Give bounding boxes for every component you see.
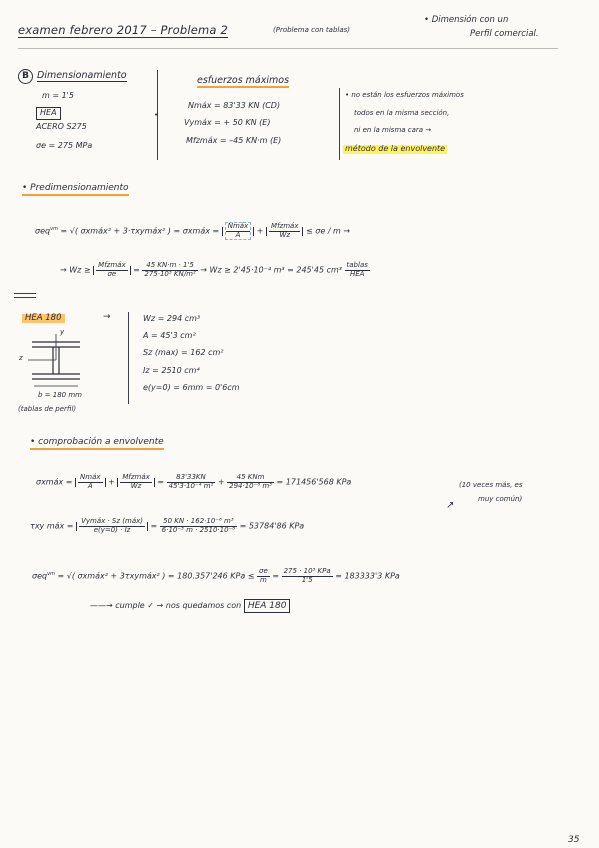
prop-iz: Iz = 2510 cm⁴ (143, 366, 200, 375)
topic-line-2: Perfil comercial. (470, 29, 539, 39)
efforts-heading: esfuerzos máximos (197, 76, 289, 88)
note-arrow-icon: ↗ (446, 500, 455, 511)
prop-a: A = 45'3 cm² (143, 331, 196, 340)
check-eq-vm: σeq$^{vm}$ = √( σxmáx² + 3τxymáx² ) = 180.357'246 KPa ≤ $\frac{\sigma e}{m}$ = $\frac{\text{275 · 10³ KPa}}{1'5}$ = 183333'3 KPa (32, 567, 400, 584)
effort-n: Nmáx = 83'33 KN (CD) (188, 101, 281, 110)
exam-title: examen febrero 2017 – Problema 2 (18, 23, 229, 37)
conclusion-line: ——→ cumple ✓ → nos quedamos con HEA 180 (90, 602, 290, 612)
final-profile-box: HEA 180 (244, 599, 291, 613)
effort-note-1: • no están los esfuerzos máximos (345, 91, 464, 99)
predim-heading: • Predimensionamiento (22, 184, 129, 196)
profile-caption: (tablas de perfil) (18, 405, 77, 413)
brace-tick: • (154, 111, 159, 119)
effort-v: Vymáx = + 50 KN (E) (184, 118, 271, 127)
param-m: m = 1'5 (42, 91, 74, 100)
param-yield: σe = 275 MPa (36, 141, 93, 150)
prop-sz: Sz (max) = 162 cm² (143, 348, 224, 357)
effort-note-3: ni en la misma cara → (354, 126, 432, 134)
check-tau-eq: τxy máx = $\frac{\text{Vymáx · Sz (máx)}}{e(y=0) \cdot Iz}$ = $\frac{\text{50 KN · 162·10⁻⁶ m³}}{\text{6·10⁻³ m · 2510·10⁻⁸}}$ = 53784'86 KPa (30, 517, 305, 534)
prop-e: e(y=0) = 6mm = 0'6cm (143, 383, 240, 392)
predim-eq1: σeq$^{vm}$ = √( σxmáx² + 3·τxymáx² ) = σxmáx = $\frac{\text{Nmáx}}{A}$ + $\frac{\text{Mfzmáx}}{Wz}$ ≤ σe / m → (35, 222, 351, 239)
effort-note-2: todos en la misma sección, (354, 109, 450, 117)
sigma-note-1: (10 veces más, es (459, 481, 523, 489)
effort-m: Mfzmáx = –45 KN·m (E) (186, 136, 282, 145)
param-steel: ACERO S275 (36, 122, 87, 131)
profile-label: HEA 180 (22, 314, 65, 323)
exam-subtitle: (Problema con tablas) (273, 26, 351, 34)
method-highlight: método de la envolvente (345, 144, 446, 153)
check-sigma-eq: σxmáx = $\frac{\text{Nmáx}}{A}$ + $\frac{\text{Mfzmáx}}{Wz}$ = $\frac{83'33KN}{\text{45'3·10⁻⁴ m²}}$ + $\frac{\text{45 KNm}}{\text{294·10⁻⁶ m³}}$ = 171456'568 KPa (36, 473, 352, 490)
predim-eq2: → Wz ≥ $\frac{\text{Mfzmáx}}{\sigma e}$ = $\frac{45 KN\cdot m \cdot 1'5}{\text{275·10³ KN/m²}}$ → Wz ≥ 2'45·10⁻⁴ m³ = 245'45 cm³ $\frac{\text{tablas}}{\text{HEA}}$ (60, 261, 368, 278)
param-profile: HEA (36, 107, 61, 120)
arrow-icon: → (103, 312, 111, 322)
section-marker: B (18, 69, 33, 84)
axis-y-label: y (60, 328, 65, 336)
sigma-note-2: muy común) (478, 495, 523, 503)
prop-wz: Wz = 294 cm³ (143, 314, 201, 323)
topic-line-1: • Dimensión con un (424, 15, 509, 25)
section-heading: Dimensionamiento (37, 70, 127, 81)
page-number: 35 (568, 835, 580, 845)
width-label: b = 180 mm (38, 391, 82, 399)
axis-z-label: z (19, 354, 23, 362)
check-heading: • comprobación a envolvente (30, 438, 164, 450)
